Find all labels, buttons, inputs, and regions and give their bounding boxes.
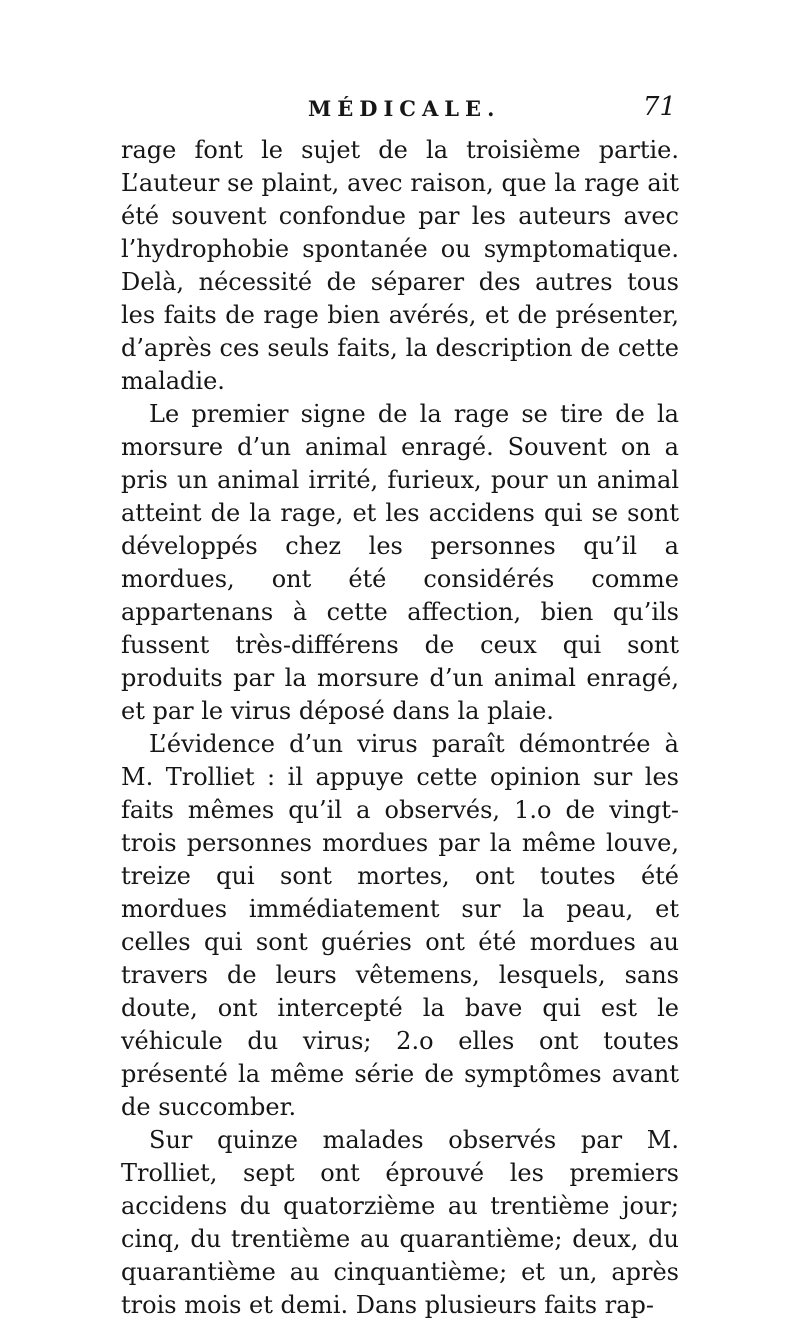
paragraph-rage-confusion: rage font le sujet de la troisième partie. L’auteur se plaint, avec raison, que la rage ait été souvent confondue par les auteurs avec l’hydrophobie spontanée ou symptomatique. Delà, nécessité de séparer des autres tous les faits de rage bien avérés, et de présenter, d’après ces seuls faits, la description de cette maladie. — [121, 136, 679, 395]
body-text — [121, 134, 679, 1322]
paragraph-virus-evidence: L’évidence d’un virus paraît démontrée à M. Trolliet : il appuye cette opinion sur les faits mêmes qu’il a observés, 1.o de vingt-trois personnes mordues par la même louve, treize qui sont mortes, ont toutes été mordues immédiatement sur la peau, et celles qui sont guéries ont été mordues au travers de leurs vêtemens, lesquels, sans doute, ont intercepté la bave qui est le véhicule du virus; 2.o elles ont toutes présenté la même série de symptômes avant de succomber. — [121, 730, 679, 1121]
paragraph-first-sign: Le premier signe de la rage se tire de la morsure d’un animal enragé. Souvent on a pris un animal irrité, furieux, pour un animal atteint de la rage, et les accidens qui se sont développés chez les personnes qu’il a mordues, ont été considérés comme appartenans à cette affection, bien qu’ils fussent très-différens de ceux qui sont produits par la morsure d’un animal enragé, et par le virus déposé dans la plaie. — [121, 400, 679, 725]
paragraph-incubation: Sur quinze malades observés par M. Trolliet, sept ont éprouvé les premiers accidens du quatorzième au trentième jour; cinq, du trentième au quarantième; deux, du quarantième au cinquantième; et un, après trois mois et demi. Dans plusieurs faits rap- — [121, 1126, 679, 1319]
running-title: MÉDICALE. — [308, 96, 501, 121]
page-number: 71 — [642, 92, 676, 122]
running-head — [96, 92, 682, 132]
